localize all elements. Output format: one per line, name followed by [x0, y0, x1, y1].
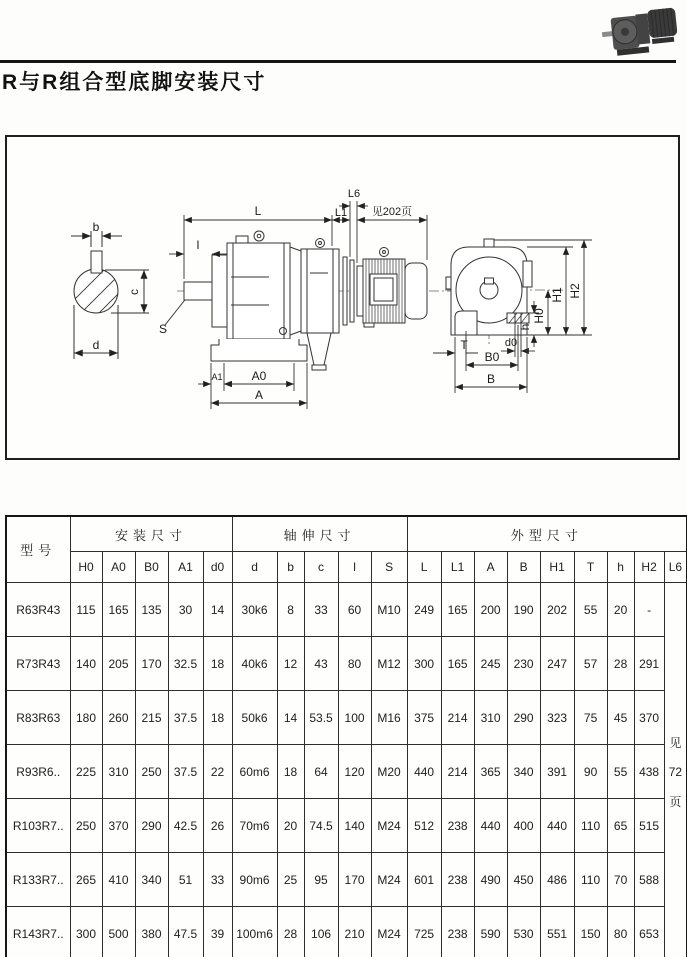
value-cell: 214 [441, 691, 474, 745]
value-cell: 590 [474, 907, 507, 957]
value-cell: 515 [634, 799, 664, 853]
value-cell: 165 [441, 583, 474, 637]
keyway [91, 251, 102, 273]
value-cell: 290 [507, 691, 540, 745]
col-header-H0: H0 [70, 552, 102, 583]
value-cell: 65 [607, 799, 634, 853]
col-header-H2: H2 [634, 552, 664, 583]
dim-label-L1: L1 [334, 207, 348, 219]
see-page-72-note [664, 583, 687, 957]
table-row [6, 583, 687, 637]
value-cell: 120 [338, 745, 371, 799]
technical-drawing [7, 137, 678, 458]
value-cell: 370 [102, 799, 135, 853]
value-cell: 8 [277, 583, 304, 637]
value-cell: 37.5 [168, 691, 203, 745]
dim-label-S: S [159, 322, 168, 336]
value-cell: 450 [507, 853, 540, 907]
mounting-foot [211, 339, 307, 361]
bore-keyway [485, 278, 494, 284]
table-body [6, 583, 687, 957]
value-cell: 202 [540, 583, 574, 637]
value-cell: 33 [203, 853, 232, 907]
col-header-d0: d0 [203, 552, 232, 583]
value-cell: 25 [277, 853, 304, 907]
table-row [6, 691, 687, 745]
value-cell: 245 [474, 637, 507, 691]
value-cell: 375 [407, 691, 441, 745]
value-cell: 135 [135, 583, 168, 637]
adapter-cone [290, 247, 301, 335]
value-cell: 165 [102, 583, 135, 637]
value-cell: 653 [634, 907, 664, 957]
value-cell: 238 [441, 907, 474, 957]
value-cell: 106 [304, 907, 338, 957]
dimension-table [5, 515, 687, 957]
model-column-header: 型号 [6, 516, 70, 583]
value-cell: M20 [371, 745, 407, 799]
side-boss [523, 261, 532, 287]
value-cell: 165 [441, 637, 474, 691]
value-cell: 18 [277, 745, 304, 799]
value-cell: 28 [607, 637, 634, 691]
col-header-S: S [371, 552, 407, 583]
model-cell: R143R7.. [6, 907, 70, 957]
value-cell: 260 [102, 691, 135, 745]
value-cell: 230 [507, 637, 540, 691]
motor-foot [364, 323, 374, 327]
value-cell: 70m6 [232, 799, 277, 853]
dim-label-A: A [254, 388, 264, 402]
value-cell: 490 [474, 853, 507, 907]
group-header-row [6, 516, 687, 552]
col-header-l: l [338, 552, 371, 583]
value-cell: 110 [574, 799, 607, 853]
filler-plug [236, 236, 248, 243]
value-cell: 551 [540, 907, 574, 957]
model-cell: R103R7.. [6, 799, 70, 853]
model-cell: R83R63 [6, 691, 70, 745]
value-cell: 39 [203, 907, 232, 957]
value-cell: 30k6 [232, 583, 277, 637]
col-header-L: L [407, 552, 441, 583]
table-header [6, 516, 687, 583]
value-cell: 51 [168, 853, 203, 907]
value-cell: 20 [277, 799, 304, 853]
col-header-L1: L1 [441, 552, 474, 583]
stage2-lower [307, 333, 331, 365]
value-cell: 300 [407, 637, 441, 691]
value-cell: 18 [203, 637, 232, 691]
value-cell: 90 [574, 745, 607, 799]
group-header-overall: 外型尺寸 [407, 516, 687, 552]
value-cell: 32.5 [168, 637, 203, 691]
model-cell: R73R43 [6, 637, 70, 691]
value-cell: 725 [407, 907, 441, 957]
dim-label-H0: H0 [532, 308, 546, 324]
value-cell: 601 [407, 853, 441, 907]
col-header-B0: B0 [135, 552, 168, 583]
value-cell: 37.5 [168, 745, 203, 799]
note-char: 72 [668, 764, 683, 779]
dim-label-h: h [518, 323, 532, 331]
value-cell: 60m6 [232, 745, 277, 799]
group-header-shaft: 轴伸尺寸 [232, 516, 407, 552]
value-cell: 310 [102, 745, 135, 799]
note-char: 见 [669, 735, 682, 750]
coupling-plate-1 [343, 257, 347, 325]
value-cell: 410 [102, 853, 135, 907]
value-cell: 250 [70, 799, 102, 853]
value-cell: 250 [135, 745, 168, 799]
value-cell: 110 [574, 853, 607, 907]
value-cell: 180 [70, 691, 102, 745]
col-header-B: B [507, 552, 540, 583]
stator-window-inner [374, 278, 393, 301]
model-cell: R133R7.. [6, 853, 70, 907]
value-cell: 100 [338, 691, 371, 745]
motor-rear-cap [405, 263, 427, 319]
gear-housing [227, 243, 290, 339]
col-header-d: d [232, 552, 277, 583]
dim-label-c: c [127, 289, 141, 295]
value-cell: 14 [203, 583, 232, 637]
value-cell: 50k6 [232, 691, 277, 745]
value-cell: M10 [371, 583, 407, 637]
value-cell: 380 [135, 907, 168, 957]
value-cell: 290 [135, 799, 168, 853]
value-cell: 588 [634, 853, 664, 907]
drawing-frame [5, 135, 680, 460]
value-cell: 53.5 [304, 691, 338, 745]
model-cell: R93R6.. [6, 745, 70, 799]
value-cell: 90m6 [232, 853, 277, 907]
value-cell: 500 [102, 907, 135, 957]
value-cell: 249 [407, 583, 441, 637]
value-cell: 74.5 [304, 799, 338, 853]
value-cell: 42.5 [168, 799, 203, 853]
col-header-c: c [304, 552, 338, 583]
value-cell: 80 [338, 637, 371, 691]
dim-label-H2: H2 [568, 283, 582, 299]
dim-label-L6: L6 [347, 188, 361, 200]
col-header-A0: A0 [102, 552, 135, 583]
value-cell: 205 [102, 637, 135, 691]
value-cell: 150 [574, 907, 607, 957]
col-header-L6: L6 [664, 552, 687, 583]
dim-label-T: T [460, 338, 468, 352]
value-cell: 18 [203, 691, 232, 745]
col-header-A: A [474, 552, 507, 583]
value-cell: 440 [540, 799, 574, 853]
title-rule [0, 60, 676, 63]
value-cell: 340 [135, 853, 168, 907]
value-cell: 365 [474, 745, 507, 799]
value-cell: 40k6 [232, 637, 277, 691]
table-row [6, 637, 687, 691]
value-cell: M16 [371, 691, 407, 745]
value-cell: 170 [338, 853, 371, 907]
value-cell: 20 [607, 583, 634, 637]
gear-motor-photo [599, 3, 685, 59]
value-cell: 310 [474, 691, 507, 745]
value-cell: 55 [607, 745, 634, 799]
value-cell: 45 [607, 691, 634, 745]
col-header-b: b [277, 552, 304, 583]
dim-label-L: L [254, 204, 262, 218]
value-cell: 70 [607, 853, 634, 907]
value-cell: 140 [70, 637, 102, 691]
left-lug [446, 277, 451, 289]
value-cell: 115 [70, 583, 102, 637]
value-cell: 400 [507, 799, 540, 853]
col-header-H1: H1 [540, 552, 574, 583]
dim-label-b: b [92, 220, 100, 234]
value-cell: 300 [70, 907, 102, 957]
top-eyebolt [484, 239, 494, 247]
dim-label-A0: A0 [251, 369, 267, 383]
value-cell: 14 [277, 691, 304, 745]
see-page-202-note: 见202页 [371, 206, 413, 218]
stage2-foot [312, 365, 326, 370]
table-row [6, 799, 687, 853]
table-row [6, 745, 687, 799]
value-cell: 486 [540, 853, 574, 907]
value-cell: 33 [304, 583, 338, 637]
output-shaft [184, 282, 212, 300]
col-header-h: h [607, 552, 634, 583]
value-cell: 43 [304, 637, 338, 691]
value-cell: 75 [574, 691, 607, 745]
value-cell: 265 [70, 853, 102, 907]
value-cell: 225 [70, 745, 102, 799]
photo-motor-foot [652, 37, 674, 44]
model-cell: R63R43 [6, 583, 70, 637]
dim-label-l: l [196, 238, 200, 252]
value-cell: 190 [507, 583, 540, 637]
front-view [446, 239, 532, 335]
value-cell: M24 [371, 907, 407, 957]
dim-label-d: d [92, 338, 100, 352]
table-row [6, 853, 687, 907]
side-view [184, 231, 427, 370]
value-cell: 238 [441, 799, 474, 853]
value-cell: 530 [507, 907, 540, 957]
value-cell: 28 [277, 907, 304, 957]
value-cell: 214 [441, 745, 474, 799]
dim-label-H1: H1 [550, 287, 564, 303]
value-cell: - [634, 583, 664, 637]
value-cell: M12 [371, 637, 407, 691]
value-cell: 215 [135, 691, 168, 745]
value-cell: 247 [540, 637, 574, 691]
motor-front-ring [357, 266, 363, 316]
coupling-plate-2 [350, 260, 354, 322]
value-cell: 200 [474, 583, 507, 637]
value-cell: 391 [540, 745, 574, 799]
value-cell: 340 [507, 745, 540, 799]
value-cell: 64 [304, 745, 338, 799]
value-cell: 140 [338, 799, 371, 853]
value-cell: 55 [574, 583, 607, 637]
value-cell: 323 [540, 691, 574, 745]
value-cell: 60 [338, 583, 371, 637]
value-cell: 12 [277, 637, 304, 691]
value-cell: 238 [441, 853, 474, 907]
col-header-T: T [574, 552, 607, 583]
column-header-row [6, 552, 687, 583]
group-header-install: 安装尺寸 [70, 516, 232, 552]
col-header-A1: A1 [168, 552, 203, 583]
dim-label-A1: A1 [211, 372, 223, 382]
value-cell: 440 [407, 745, 441, 799]
value-cell: 26 [203, 799, 232, 853]
dim-label-B0: B0 [484, 350, 500, 364]
table-row [6, 907, 687, 957]
page-title: R与R组合型底脚安装尺寸 [2, 71, 267, 94]
value-cell: 438 [634, 745, 664, 799]
value-cell: 22 [203, 745, 232, 799]
value-cell: 512 [407, 799, 441, 853]
value-cell: 57 [574, 637, 607, 691]
dim-label-B: B [486, 372, 496, 386]
value-cell: 291 [634, 637, 664, 691]
value-cell: 95 [304, 853, 338, 907]
value-cell: 30 [168, 583, 203, 637]
value-cell: 370 [634, 691, 664, 745]
value-cell: M24 [371, 853, 407, 907]
value-cell: 170 [135, 637, 168, 691]
value-cell: 80 [607, 907, 634, 957]
dim-label-d0: d0 [504, 337, 518, 349]
value-cell: 47.5 [168, 907, 203, 957]
value-cell: 100m6 [232, 907, 277, 957]
note-char: 页 [669, 794, 682, 809]
value-cell: 440 [474, 799, 507, 853]
value-cell: 210 [338, 907, 371, 957]
bearing-bell [212, 255, 227, 327]
value-cell: M24 [371, 799, 407, 853]
